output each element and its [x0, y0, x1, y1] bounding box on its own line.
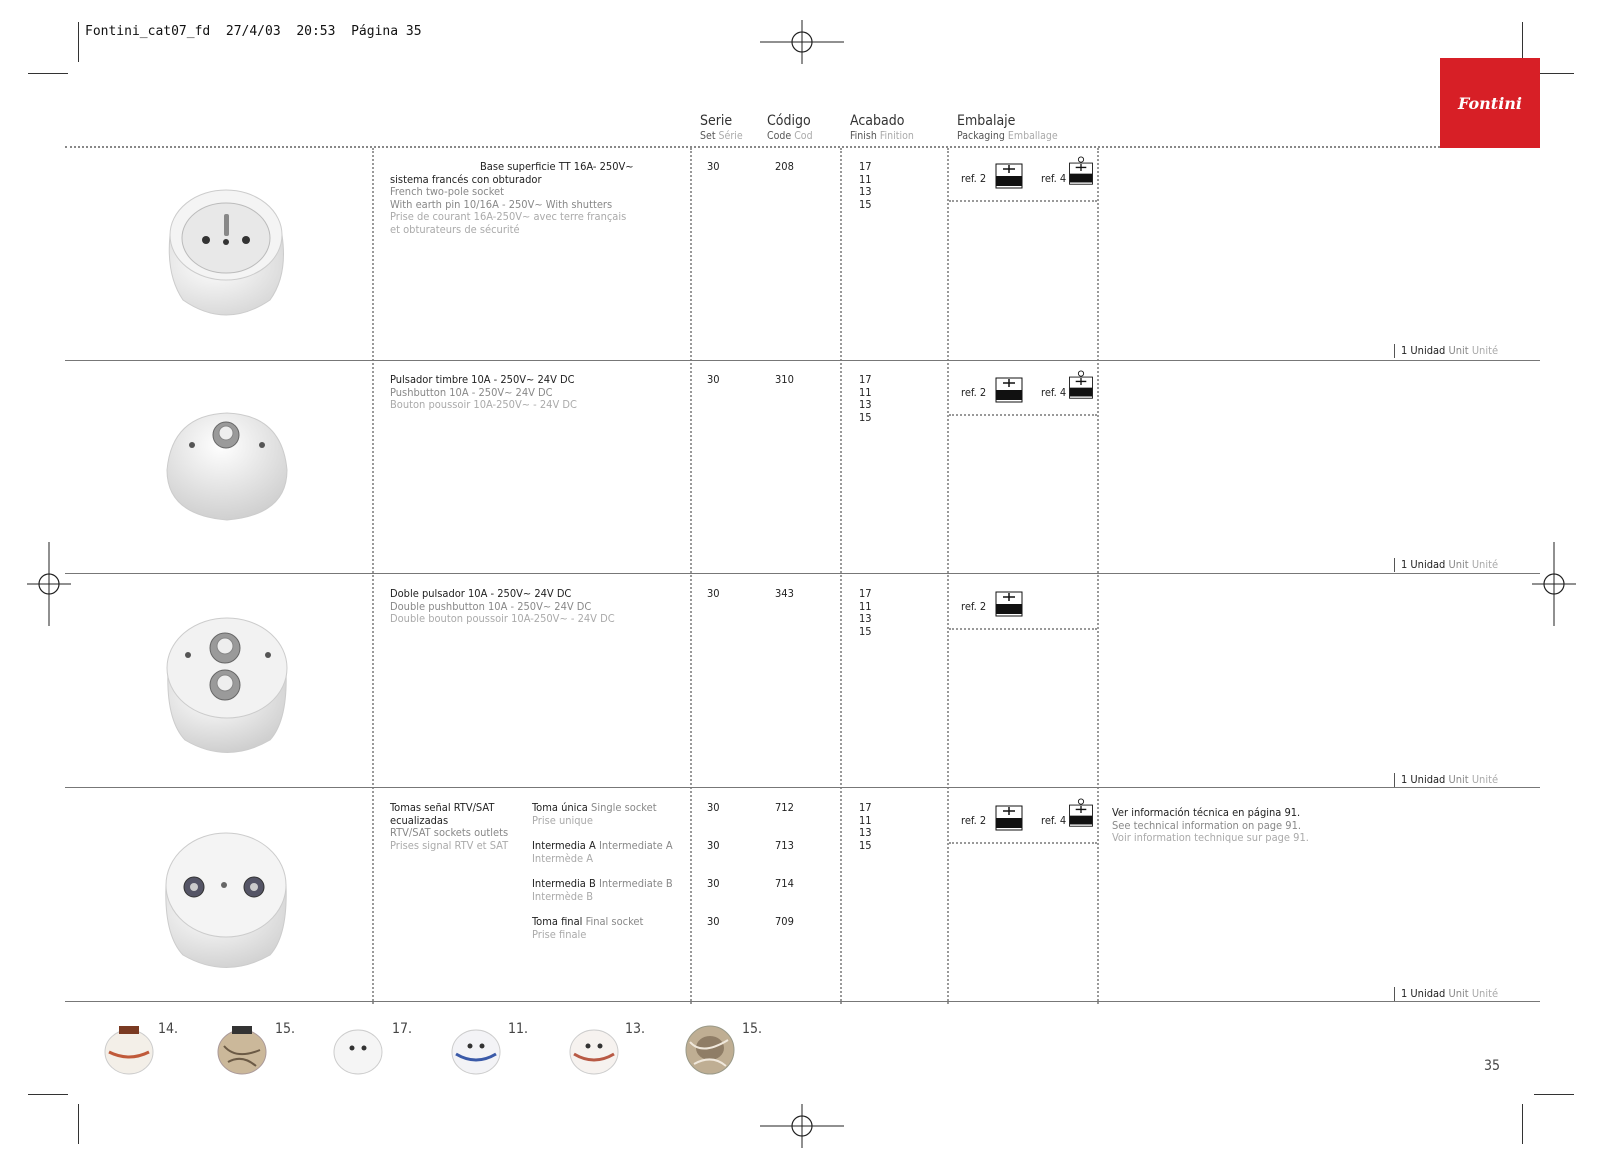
crop-mark: [78, 22, 79, 62]
variant-item: Intermedia B Intermediate B Intermède B: [532, 877, 673, 903]
registration-mark-icon: [27, 542, 71, 626]
packaging-box: [949, 576, 1097, 630]
acabado-list: 17 11 13 15: [859, 801, 872, 852]
box-pack-icon: [995, 374, 1023, 404]
serie-value: 30: [707, 839, 720, 852]
column-divider: [690, 148, 692, 1004]
hanger-pack-icon: [1067, 370, 1095, 400]
desc-es: Base superficie TT 16A- 250V~: [480, 160, 634, 173]
packaging-box: [949, 790, 1097, 844]
header-subtitle: Finish Finition: [850, 130, 914, 142]
packaging-ref: ref. 4: [1041, 172, 1067, 185]
variant-item: Toma única Single socket Prise unique: [532, 801, 657, 827]
finish-swatch-15: [216, 1020, 268, 1076]
header-title: Embalaje: [957, 113, 1016, 129]
box-pack-icon: [995, 588, 1023, 618]
header-divider: [65, 146, 1440, 148]
acabado-list: 17 11 13 15: [859, 373, 872, 424]
finish-label: 17.: [392, 1021, 413, 1037]
packaging-ref: ref. 2: [961, 814, 987, 827]
header-subtitle: Set Série: [700, 130, 743, 142]
column-divider: [372, 148, 374, 1004]
packaging-box: [949, 148, 1097, 202]
info-en: See technical information on page 91.: [1112, 818, 1302, 832]
desc-es: Tomas señal RTV/SAT: [390, 801, 495, 814]
box-pack-icon: [995, 160, 1023, 190]
desc-en: Double pushbutton 10A - 250V~ 24V DC: [390, 599, 592, 613]
codigo-value: 208: [775, 160, 794, 173]
product-description: [390, 802, 530, 852]
page-number: 35: [1484, 1058, 1501, 1074]
product-description: [390, 161, 650, 236]
header-serie: [700, 113, 743, 142]
serie-value: 30: [707, 915, 720, 928]
finish-label: 15.: [275, 1021, 296, 1037]
finish-swatch-11: [450, 1020, 502, 1076]
registration-mark-icon: [1532, 542, 1576, 626]
finish-label: 11.: [508, 1021, 529, 1037]
row-separator: [65, 360, 1540, 361]
column-divider: [840, 148, 842, 1004]
codigo-value: 713: [775, 839, 794, 852]
crop-mark: [1522, 22, 1523, 62]
crop-mark: [28, 1094, 68, 1095]
desc-fr: Bouton poussoir 10A-250V~ - 24V DC: [390, 398, 577, 411]
packaging-ref: ref. 2: [961, 172, 987, 185]
codigo-value: 343: [775, 587, 794, 600]
product-photo-double-pushbutton: [160, 610, 294, 760]
info-fr: Voir information technique sur page 91.: [1112, 831, 1309, 844]
product-description: [390, 374, 650, 412]
header-codigo: [767, 113, 813, 142]
crop-mark: [1534, 1094, 1574, 1095]
finish-label: 15.: [742, 1021, 763, 1037]
desc-es: Pulsador timbre 10A - 250V~ 24V DC: [390, 373, 575, 386]
product-photo-french-socket: [158, 180, 294, 325]
variant-item: Toma final Final socket Prise finale: [532, 915, 644, 941]
codigo-value: 714: [775, 877, 794, 890]
codigo-value: 712: [775, 801, 794, 814]
row-separator: [65, 787, 1540, 788]
desc-es: sistema francés con obturador: [390, 172, 542, 186]
acabado-list: 17 11 13 15: [859, 587, 872, 638]
codigo-value: 310: [775, 373, 794, 386]
finish-swatch-17: [332, 1020, 384, 1076]
desc-en: French two-pole socket: [390, 185, 505, 198]
acabado-list: 17 11 13 15: [859, 160, 872, 211]
finish-swatch-13: [568, 1020, 620, 1076]
product-photo-pushbutton: [162, 405, 292, 530]
finish-swatch-15-marble: [684, 1020, 736, 1076]
desc-en: RTV/SAT sockets outlets: [390, 826, 509, 839]
serie-value: 30: [707, 587, 720, 600]
crop-mark: [28, 73, 68, 74]
header-title: Serie: [700, 113, 733, 129]
product-description: [390, 588, 650, 626]
finish-label: 14.: [158, 1021, 179, 1037]
header-acabado: [850, 113, 914, 142]
hanger-pack-icon: [1067, 798, 1095, 828]
product-photo-rtv-socket: [158, 825, 294, 975]
unit-label: 1 Unidad Unit Unité: [1394, 987, 1498, 1001]
box-pack-icon: [995, 802, 1023, 832]
crop-mark: [1522, 1104, 1523, 1144]
packaging-box: [949, 362, 1097, 416]
serie-value: 30: [707, 877, 720, 890]
desc-fr: et obturateurs de sécurité: [390, 222, 520, 236]
crop-mark: [1534, 73, 1574, 74]
row-separator: [65, 1001, 1540, 1002]
packaging-ref: ref. 2: [961, 600, 987, 613]
packaging-ref: ref. 4: [1041, 386, 1067, 399]
header-subtitle: Packaging Emballage: [957, 130, 1058, 142]
desc-es: Doble pulsador 10A - 250V~ 24V DC: [390, 587, 572, 600]
header-title: Acabado: [850, 113, 905, 129]
desc-es: ecualizadas: [390, 813, 449, 827]
finish-swatch-14: [103, 1020, 155, 1076]
row-separator: [65, 573, 1540, 574]
registration-mark-icon: [760, 20, 844, 64]
packaging-ref: ref. 4: [1041, 814, 1067, 827]
info-es: Ver información técnica en página 91.: [1112, 806, 1301, 819]
unit-label: 1 Unidad Unit Unité: [1394, 558, 1498, 572]
desc-fr: Prises signal RTV et SAT: [390, 838, 509, 852]
desc-en: Pushbutton 10A - 250V~ 24V DC: [390, 385, 553, 399]
technical-info-note: [1112, 807, 1372, 845]
registration-mark-icon: [760, 1104, 844, 1148]
hanger-pack-icon: [1067, 156, 1095, 186]
header-embalaje: [957, 113, 1058, 142]
unit-label: 1 Unidad Unit Unité: [1394, 773, 1498, 787]
desc-fr: Prise de courant 16A-250V~ avec terre français: [390, 210, 627, 223]
serie-value: 30: [707, 160, 720, 173]
unit-label: 1 Unidad Unit Unité: [1394, 344, 1498, 358]
finish-label: 13.: [625, 1021, 646, 1037]
desc-en: With earth pin 10/16A - 250V~ With shutters: [390, 197, 613, 211]
serie-value: 30: [707, 373, 720, 386]
desc-fr: Double bouton poussoir 10A-250V~ - 24V DC: [390, 612, 615, 625]
header-subtitle: Code Cod: [767, 130, 813, 142]
packaging-ref: ref. 2: [961, 386, 987, 399]
serie-value: 30: [707, 801, 720, 814]
column-divider: [1097, 148, 1099, 1004]
variant-item: Intermedia A Intermediate A Intermède A: [532, 839, 673, 865]
header-title: Código: [767, 113, 811, 129]
codigo-value: 709: [775, 915, 794, 928]
brand-logo: Fontini: [1440, 58, 1540, 148]
print-slug: Fontini_cat07_fd 27/4/03 20:53 Página 35: [85, 24, 422, 39]
crop-mark: [78, 1104, 79, 1144]
